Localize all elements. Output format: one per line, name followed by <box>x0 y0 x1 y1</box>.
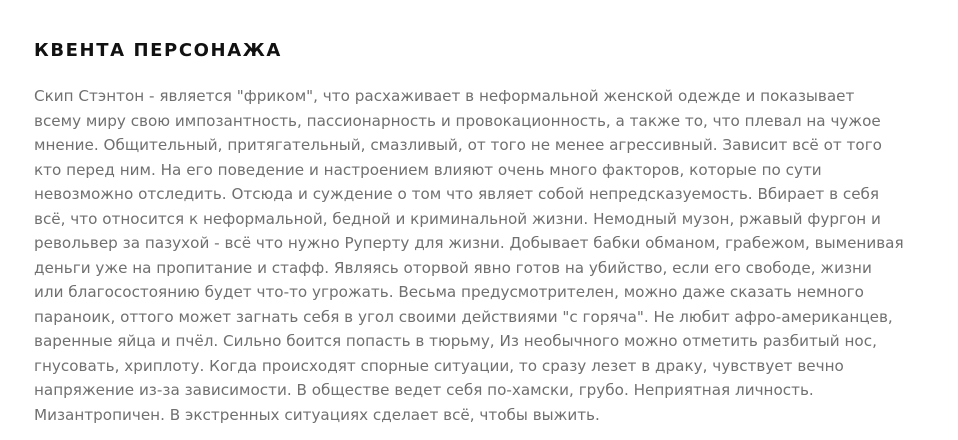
character-backstory-section <box>34 38 906 427</box>
backstory-text: Скип Стэнтон - является "фриком", что расхаживает в неформальной женской одежде и показывает всему миру свою импозантность, пассионарность и провокационность, а также то, что плевал на чужое мнение. Общительный, притягательный, смазливый, от того не менее агрессивный. Зависит всё от того кто перед ним. На его поведение и настроением влияют очень много факторов, которые по сути невозможно отследить. Отсюда и суждение о том что являет собой непредсказуемость. Вбирает в себя всё, что относится к неформальной, бедной и криминальной жизни. Немодный музон, ржавый фургон и револьвер за пазухой - всё что нужно Руперту для жизни. Добывает бабки обманом, грабежом, выменивая деньги уже на пропитание и стафф. Являясь оторвой явно готов на убийство, если его свободе, жизни или благосостоянию будет что-то угрожать. Весьма предусмотрителен, можно даже сказать немного параноик, оттого может загнать себя в угол своими действиями "с горяча". Не любит афро-американцев, варенные яйца и пчёл. Сильно боится попасть в тюрьму, Из необычного можно отметить разбитый нос, гнусовать, хриплоту. Когда происходят спорные ситуации, то сразу лезет в драку, чувствует вечно напряжение из-за зависимости. В обществе ведет себя по-хамски, грубо. Неприятная личность. Мизантропичен. В экстренных ситуациях сделает всё, чтобы выжить. <box>34 87 904 424</box>
section-title: КВЕНТА ПЕРСОНАЖА <box>34 40 282 61</box>
